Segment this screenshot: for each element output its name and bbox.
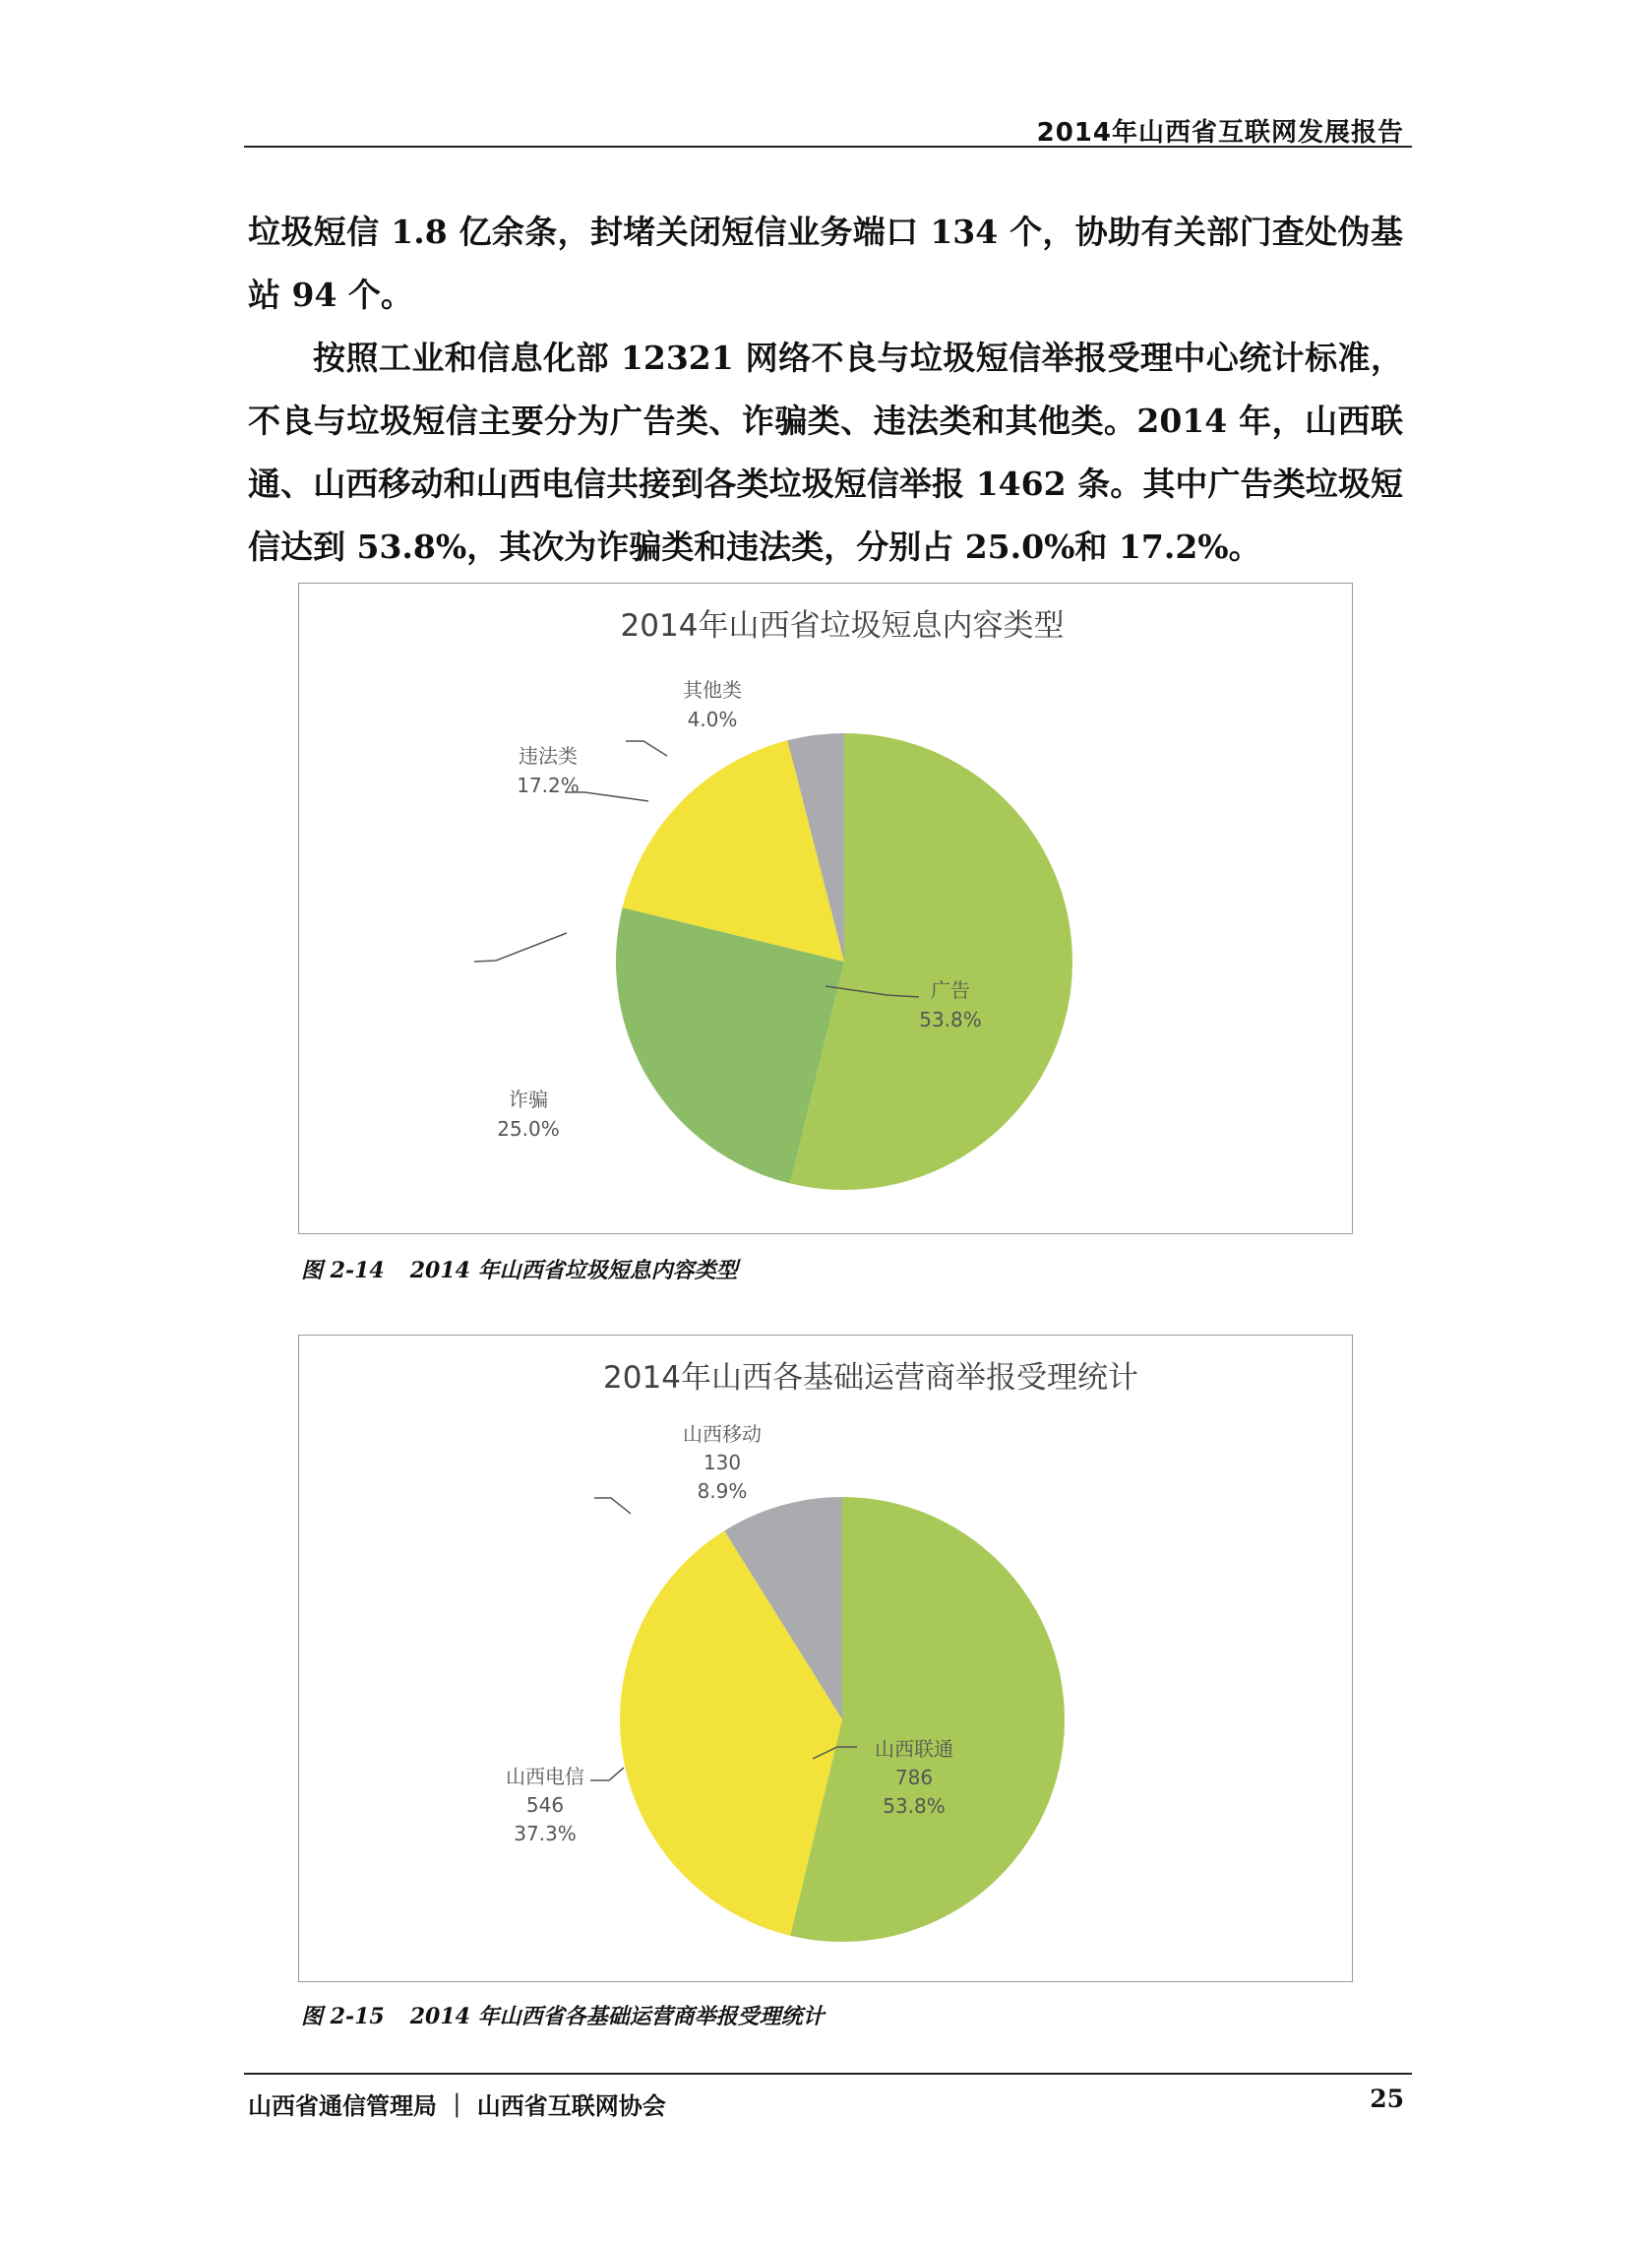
chart-1-label-zhapian-value: 25.0% <box>497 1117 560 1141</box>
chart-2-leader-yidong <box>594 1498 631 1514</box>
chart-1-label-weifa-name: 违法类 <box>519 744 578 768</box>
body-text <box>248 201 1403 579</box>
chart-1-title: 2014年山西省垃圾短息内容类型 <box>620 608 1065 644</box>
chart-2-title: 2014年山西各基础运营商举报受理统计 <box>603 1360 1138 1396</box>
chart-2-label-yidong-count: 130 <box>703 1451 742 1474</box>
page-header-title: 2014年山西省互联网发展报告 <box>1036 118 1404 148</box>
figure-2-caption-text: 2014 年山西省各基础运营商举报受理统计 <box>409 2004 825 2029</box>
header-rule <box>244 146 1412 148</box>
chart-2-frame <box>298 1335 1353 1982</box>
chart-2-label-yidong-value: 8.9% <box>697 1479 748 1503</box>
chart-1-frame <box>298 583 1353 1234</box>
chart-1-leader-zhapian <box>474 933 567 962</box>
chart-2-label-dianxin-value: 37.3% <box>514 1822 577 1845</box>
chart-1-svg <box>299 584 1352 1233</box>
figure-2-caption-number: 图 2-15 <box>301 2004 385 2029</box>
chart-1-label-guanggao-value: 53.8% <box>919 1008 982 1031</box>
chart-2-label-dianxin-count: 546 <box>525 1793 565 1817</box>
chart-1-label-qita-name: 其他类 <box>683 678 742 702</box>
footer-rule <box>244 2073 1412 2075</box>
figure-1-caption <box>301 1254 738 1284</box>
figure-2-caption <box>301 2000 825 2030</box>
chart-2-label-liantong-name: 山西联通 <box>875 1737 953 1761</box>
chart-2-label-dianxin-name: 山西电信 <box>506 1765 584 1788</box>
chart-2-leader-dianxin <box>590 1768 624 1780</box>
footer-organizations: 山西省通信管理局 ｜ 山西省互联网协会 <box>248 2092 666 2120</box>
chart-1-slices <box>616 733 1072 1190</box>
paragraph-2: 按照工业和信息化部 12321 网络不良与垃圾短信举报受理中心统计标准，不良与垃圾短信主要分为广告类、诈骗类、违法类和其他类。2014 年，山西联通、山西移动和山西电信共接到各类垃圾短信举报 1462 条。其中广告类垃圾短信达到 53.8%，其次为诈骗类和违法类，分别占 25.0%和 17.2%。 <box>248 339 1403 566</box>
chart-2-label-liantong-value: 53.8% <box>883 1794 946 1818</box>
chart-2-label-yidong-name: 山西移动 <box>683 1422 762 1446</box>
chart-2-slices <box>620 1497 1065 1942</box>
figure-1-caption-number: 图 2-14 <box>301 1258 385 1283</box>
chart-1-label-weifa-value: 17.2% <box>517 774 580 797</box>
paragraph-1: 垃圾短信 1.8 亿余条，封堵关闭短信业务端口 134 个，协助有关部门查处伪基站 94 个。 <box>248 213 1403 314</box>
page-number: 25 <box>1370 2085 1404 2113</box>
chart-1-leader-qita <box>626 741 667 756</box>
figure-1-caption-text: 2014 年山西省垃圾短息内容类型 <box>409 1258 738 1283</box>
chart-1-label-zhapian-name: 诈骗 <box>509 1088 548 1111</box>
chart-2-svg <box>299 1336 1352 1981</box>
chart-1-label-qita-value: 4.0% <box>687 708 738 731</box>
chart-1-label-guanggao-name: 广告 <box>931 978 970 1002</box>
chart-2-label-liantong-count: 786 <box>894 1766 934 1789</box>
